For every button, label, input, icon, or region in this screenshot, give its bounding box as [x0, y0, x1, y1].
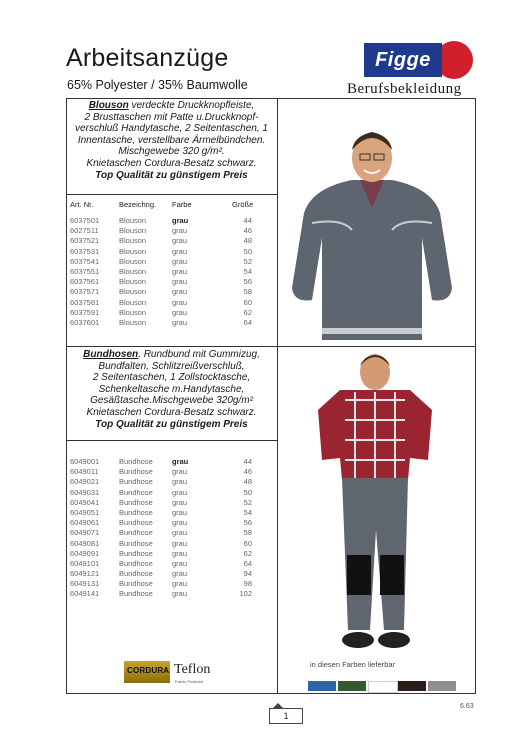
- table-cell: Bundhose: [119, 579, 153, 589]
- table-cell: 6037601: [70, 317, 100, 327]
- table-cell: Bundhose: [119, 518, 153, 528]
- table-column: [222, 457, 252, 600]
- table-cell: 50: [243, 487, 252, 497]
- colors-caption: in diesen Farben lieferbar: [310, 660, 396, 669]
- table-cell: 6049001: [70, 457, 100, 466]
- table-cell: 6049141: [70, 589, 100, 599]
- table-cell: 6027511: [70, 226, 99, 236]
- table-cell: 56: [243, 518, 252, 528]
- table-cell: grau: [172, 277, 188, 287]
- divider-horizontal: [66, 194, 277, 195]
- table-cell: 6037581: [70, 297, 100, 307]
- column-header-color: Farbe: [172, 200, 192, 209]
- table-cell: grau: [172, 236, 188, 246]
- table-cell: 6049101: [70, 558, 100, 568]
- desc-line: Knietaschen Cordura-Besatz schwarz.: [86, 157, 257, 169]
- blouson-photo: [282, 118, 462, 344]
- divider-horizontal: [66, 440, 277, 441]
- table-cell: grau: [172, 538, 188, 548]
- table-cell: 94: [243, 569, 252, 579]
- color-swatch: [428, 681, 456, 691]
- table-cell: Bundhose: [119, 538, 153, 548]
- desc-line: , Rundbund mit Gummizug,: [138, 349, 260, 360]
- table-cell: Blouson: [119, 266, 147, 276]
- table-cell: Blouson: [119, 297, 147, 307]
- table-cell: Blouson: [119, 236, 147, 246]
- table-cell: 48: [243, 477, 252, 487]
- table-column: [70, 457, 110, 600]
- table-cell: grau: [172, 589, 188, 599]
- column-header-size: Größe: [232, 200, 254, 209]
- color-swatch: [368, 681, 398, 693]
- table-cell: grau: [172, 507, 188, 517]
- divider-vertical: [277, 98, 278, 694]
- table-cell: Bundhose: [119, 528, 153, 538]
- table-cell: 6049121: [70, 569, 100, 579]
- table-cell: grau: [172, 287, 188, 297]
- desc-line: Schenkeltasche m.Handytasche,: [98, 383, 245, 395]
- desc-line: Innentasche, verstellbare Ärmelbündchen.: [77, 134, 266, 146]
- color-swatch: [308, 681, 336, 691]
- logo-text: Figge: [364, 43, 442, 77]
- table-cell: grau: [172, 256, 188, 266]
- desc-line: Gesäßtasche.Mischgewebe 320g/m²: [90, 395, 253, 407]
- table-cell: 46: [243, 226, 252, 236]
- table-cell: 6037571: [70, 287, 100, 297]
- table-cell: 46: [243, 467, 252, 477]
- table-cell: 50: [243, 246, 252, 256]
- table-cell: 6037561: [70, 277, 100, 287]
- table-cell: Blouson: [119, 226, 147, 236]
- table-cell: 6037531: [70, 246, 100, 256]
- table-cell: Blouson: [119, 256, 147, 266]
- bundhose-photo: [300, 350, 450, 655]
- table-cell: grau: [172, 558, 188, 568]
- table-cell: grau: [172, 477, 188, 487]
- table-cell: 6049131: [70, 579, 100, 589]
- table-cell: 6037501: [70, 216, 100, 225]
- table-cell: 6049021: [70, 477, 100, 487]
- bundhose-name: Bundhosen: [83, 349, 139, 360]
- blouson-description: [68, 100, 275, 181]
- page-number: 1: [269, 708, 303, 724]
- table-cell: 54: [243, 507, 252, 517]
- table-cell: 58: [243, 528, 252, 538]
- table-cell: Blouson: [119, 317, 147, 327]
- table-cell: 54: [243, 266, 252, 276]
- teflon-logo: Teflon: [174, 662, 211, 677]
- table-cell: Bundhose: [119, 497, 153, 507]
- cordura-logo: [124, 661, 170, 683]
- table-cell: Bundhose: [119, 477, 153, 487]
- table-cell: 6049031: [70, 487, 100, 497]
- table-cell: Blouson: [119, 216, 147, 225]
- table-cell: Bundhose: [119, 507, 153, 517]
- page-title: Arbeitsanzüge: [66, 44, 229, 72]
- table-cell: grau: [172, 297, 188, 307]
- table-cell: grau: [172, 548, 188, 558]
- table-cell: 6037591: [70, 307, 100, 317]
- teflon-subtext: Fabric Protector: [175, 679, 204, 684]
- table-cell: 6049091: [70, 548, 100, 558]
- desc-line: Bundfalten, Schlitzreißverschluß,: [98, 360, 245, 372]
- table-cell: 98: [243, 579, 252, 589]
- table-cell: Bundhose: [119, 548, 153, 558]
- bundhose-description: [68, 349, 275, 430]
- table-cell: grau: [172, 457, 189, 466]
- table-column: [70, 216, 110, 328]
- table-cell: 102: [239, 589, 252, 599]
- table-cell: 6049061: [70, 518, 100, 528]
- table-cell: grau: [172, 579, 188, 589]
- table-cell: 64: [243, 317, 252, 327]
- color-swatch: [398, 681, 426, 691]
- table-cell: Blouson: [119, 307, 147, 317]
- divider-horizontal: [66, 346, 476, 347]
- table-cell: grau: [172, 569, 188, 579]
- table-cell: Blouson: [119, 287, 147, 297]
- table-column: [119, 216, 169, 328]
- table-cell: Blouson: [119, 246, 147, 256]
- table-cell: Blouson: [119, 277, 147, 287]
- table-cell: 62: [243, 548, 252, 558]
- table-cell: Bundhose: [119, 569, 153, 579]
- table-cell: 6049081: [70, 538, 100, 548]
- table-cell: 60: [243, 297, 252, 307]
- table-cell: 52: [243, 497, 252, 507]
- table-cell: 6037541: [70, 256, 100, 266]
- color-swatch: [338, 681, 366, 691]
- table-cell: 58: [243, 287, 252, 297]
- table-cell: grau: [172, 307, 188, 317]
- table-cell: grau: [172, 497, 188, 507]
- table-cell: 6049011: [70, 467, 99, 477]
- table-cell: Bundhose: [119, 457, 153, 466]
- page-reference: 6.63: [460, 703, 474, 710]
- table-cell: grau: [172, 487, 188, 497]
- table-cell: Bundhose: [119, 467, 153, 477]
- table-column: [172, 457, 212, 600]
- desc-line: verdeckte Druckknopfleiste,: [131, 100, 255, 111]
- table-cell: Bundhose: [119, 589, 153, 599]
- table-cell: grau: [172, 467, 188, 477]
- desc-line: verschluß Handytasche, 2 Seitentaschen, 1: [75, 123, 268, 135]
- table-cell: grau: [172, 528, 188, 538]
- cordura-text: CORDURA: [127, 666, 170, 675]
- desc-line: 2 Brusttaschen mit Patte u.Druckknopf-: [84, 111, 259, 123]
- table-cell: grau: [172, 216, 189, 225]
- table-cell: 6049071: [70, 528, 100, 538]
- table-cell: 60: [243, 538, 252, 548]
- table-cell: 48: [243, 236, 252, 246]
- desc-line: 2 Seitentaschen, 1 Zollstocktasche,: [92, 372, 251, 384]
- table-cell: 56: [243, 277, 252, 287]
- table-cell: Bundhose: [119, 487, 153, 497]
- table-cell: 44: [243, 216, 252, 225]
- brand-line: Berufsbekleidung: [347, 81, 462, 97]
- quality-slogan: Top Qualität zu günstigem Preis: [95, 418, 248, 430]
- table-cell: 6049051: [70, 507, 100, 517]
- desc-line: Mischgewebe 320 g/m².: [118, 146, 225, 158]
- blouson-name: Blouson: [88, 100, 129, 111]
- table-column: [222, 216, 252, 328]
- table-cell: 64: [243, 558, 252, 568]
- table-cell: 6049041: [70, 497, 100, 507]
- table-cell: 6037521: [70, 236, 100, 246]
- table-cell: grau: [172, 246, 188, 256]
- table-cell: 52: [243, 256, 252, 266]
- table-cell: 44: [243, 457, 252, 466]
- figge-logo: [364, 41, 474, 79]
- desc-line: Knietaschen Cordura-Besatz schwarz.: [86, 406, 257, 418]
- table-column: [172, 216, 212, 328]
- table-cell: 6037551: [70, 266, 100, 276]
- column-header-name: Bezeichng.: [119, 200, 157, 209]
- table-cell: grau: [172, 226, 188, 236]
- table-cell: grau: [172, 518, 188, 528]
- quality-slogan: Top Qualität zu günstigem Preis: [95, 169, 248, 181]
- page-subtitle: 65% Polyester / 35% Baumwolle: [67, 78, 248, 92]
- column-header-art: Art. Nr.: [70, 200, 94, 209]
- table-column: [119, 457, 169, 600]
- table-cell: Bundhose: [119, 558, 153, 568]
- table-cell: 62: [243, 307, 252, 317]
- table-cell: grau: [172, 317, 188, 327]
- table-cell: grau: [172, 266, 188, 276]
